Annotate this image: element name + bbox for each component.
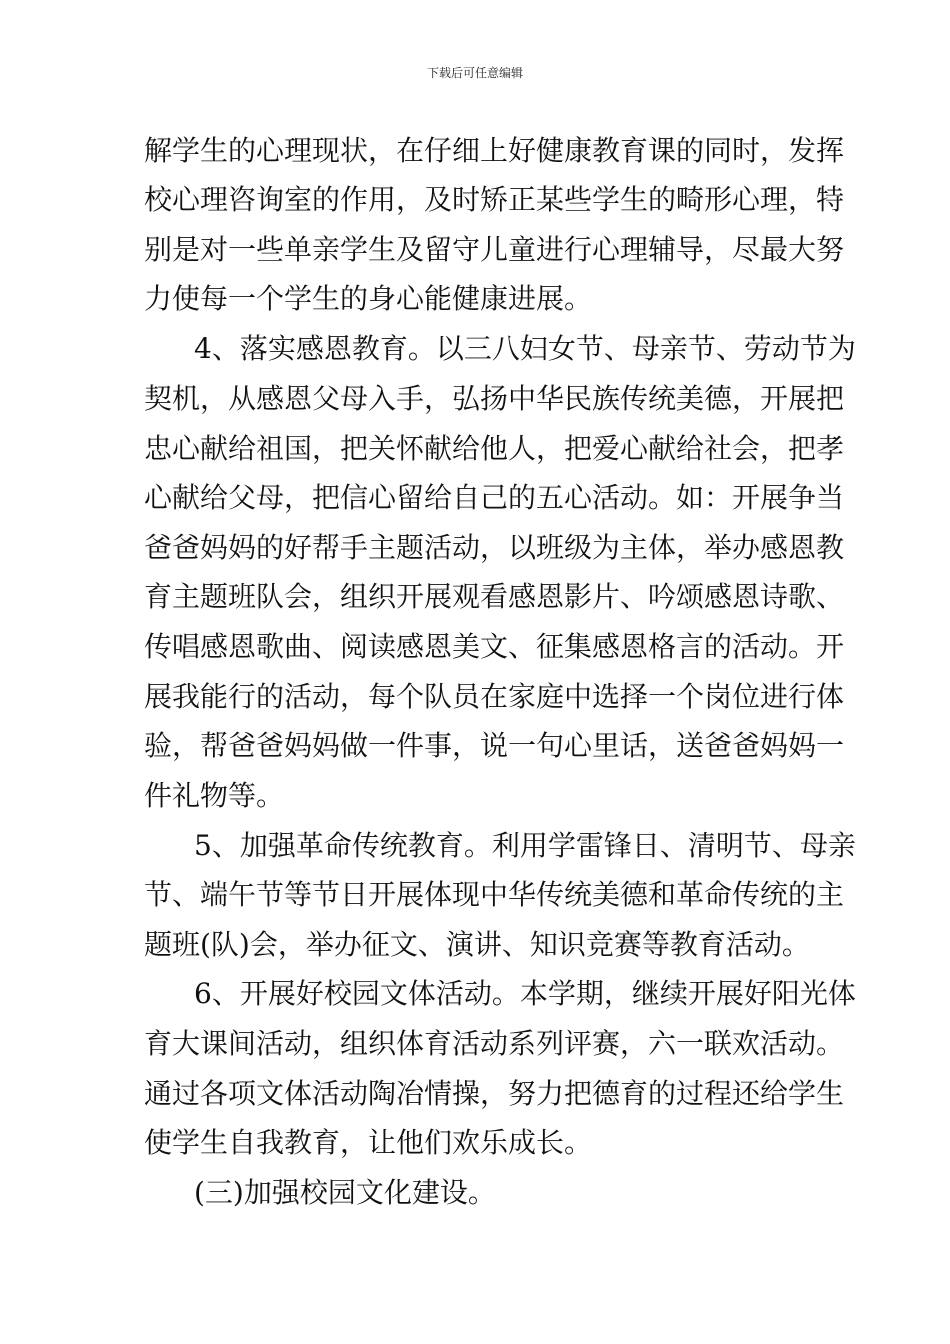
body-line: 验，帮爸爸妈妈做一件事，说一句心里话，送爸爸妈妈一 xyxy=(144,729,845,762)
body-line: 力使每一个学生的身心能健康进展。 xyxy=(144,282,593,315)
body-line: 育大课间活动，组织体育活动系列评赛，六一联欢活动。 xyxy=(144,1027,845,1060)
body-line: 题班(队)会，举办征文、演讲、知识竞赛等教育活动。 xyxy=(144,928,810,961)
body-line: 解学生的心理现状，在仔细上好健康教育课的同时，发挥 xyxy=(144,134,845,167)
body-line: 展我能行的活动，每个队员在家庭中选择一个岗位进行体 xyxy=(144,680,845,713)
paragraph-5-first-line: 5、加强革命传统教育。利用学雷锋日、清明节、母亲 xyxy=(194,829,856,862)
body-line: 传唱感恩歌曲、阅读感恩美文、征集感恩格言的活动。开 xyxy=(144,630,845,663)
section-heading: (三)加强校园文化建设。 xyxy=(194,1176,496,1209)
paragraph-4-first-line: 4、落实感恩教育。以三八妇女节、母亲节、劳动节为 xyxy=(194,332,856,365)
body-line: 使学生自我教育，让他们欢乐成长。 xyxy=(144,1126,593,1159)
body-line: 通过各项文体活动陶冶情操，努力把德育的过程还给学生 xyxy=(144,1077,845,1110)
body-line: 心献给父母，把信心留给自己的五心活动。如：开展争当 xyxy=(144,481,845,514)
paragraph-6-first-line: 6、开展好校园文体活动。本学期，继续开展好阳光体 xyxy=(194,977,856,1010)
body-line: 校心理咨询室的作用，及时矫正某些学生的畸形心理，特 xyxy=(144,183,845,216)
body-line: 育主题班队会，组织开展观看感恩影片、吟颂感恩诗歌、 xyxy=(144,580,845,613)
body-line: 忠心献给祖国，把关怀献给他人，把爱心献给社会，把孝 xyxy=(144,432,845,465)
body-line: 别是对一些单亲学生及留守儿童进行心理辅导，尽最大努 xyxy=(144,233,845,266)
body-line: 节、端午节等节日开展体现中华传统美德和革命传统的主 xyxy=(144,878,845,911)
page-header: 下载后可任意编辑 xyxy=(426,66,523,80)
body-line: 爸爸妈妈的好帮手主题活动，以班级为主体，举办感恩教 xyxy=(144,531,845,564)
body-line: 件礼物等。 xyxy=(144,779,285,812)
body-line: 契机，从感恩父母入手，弘扬中华民族传统美德，开展把 xyxy=(144,382,845,415)
